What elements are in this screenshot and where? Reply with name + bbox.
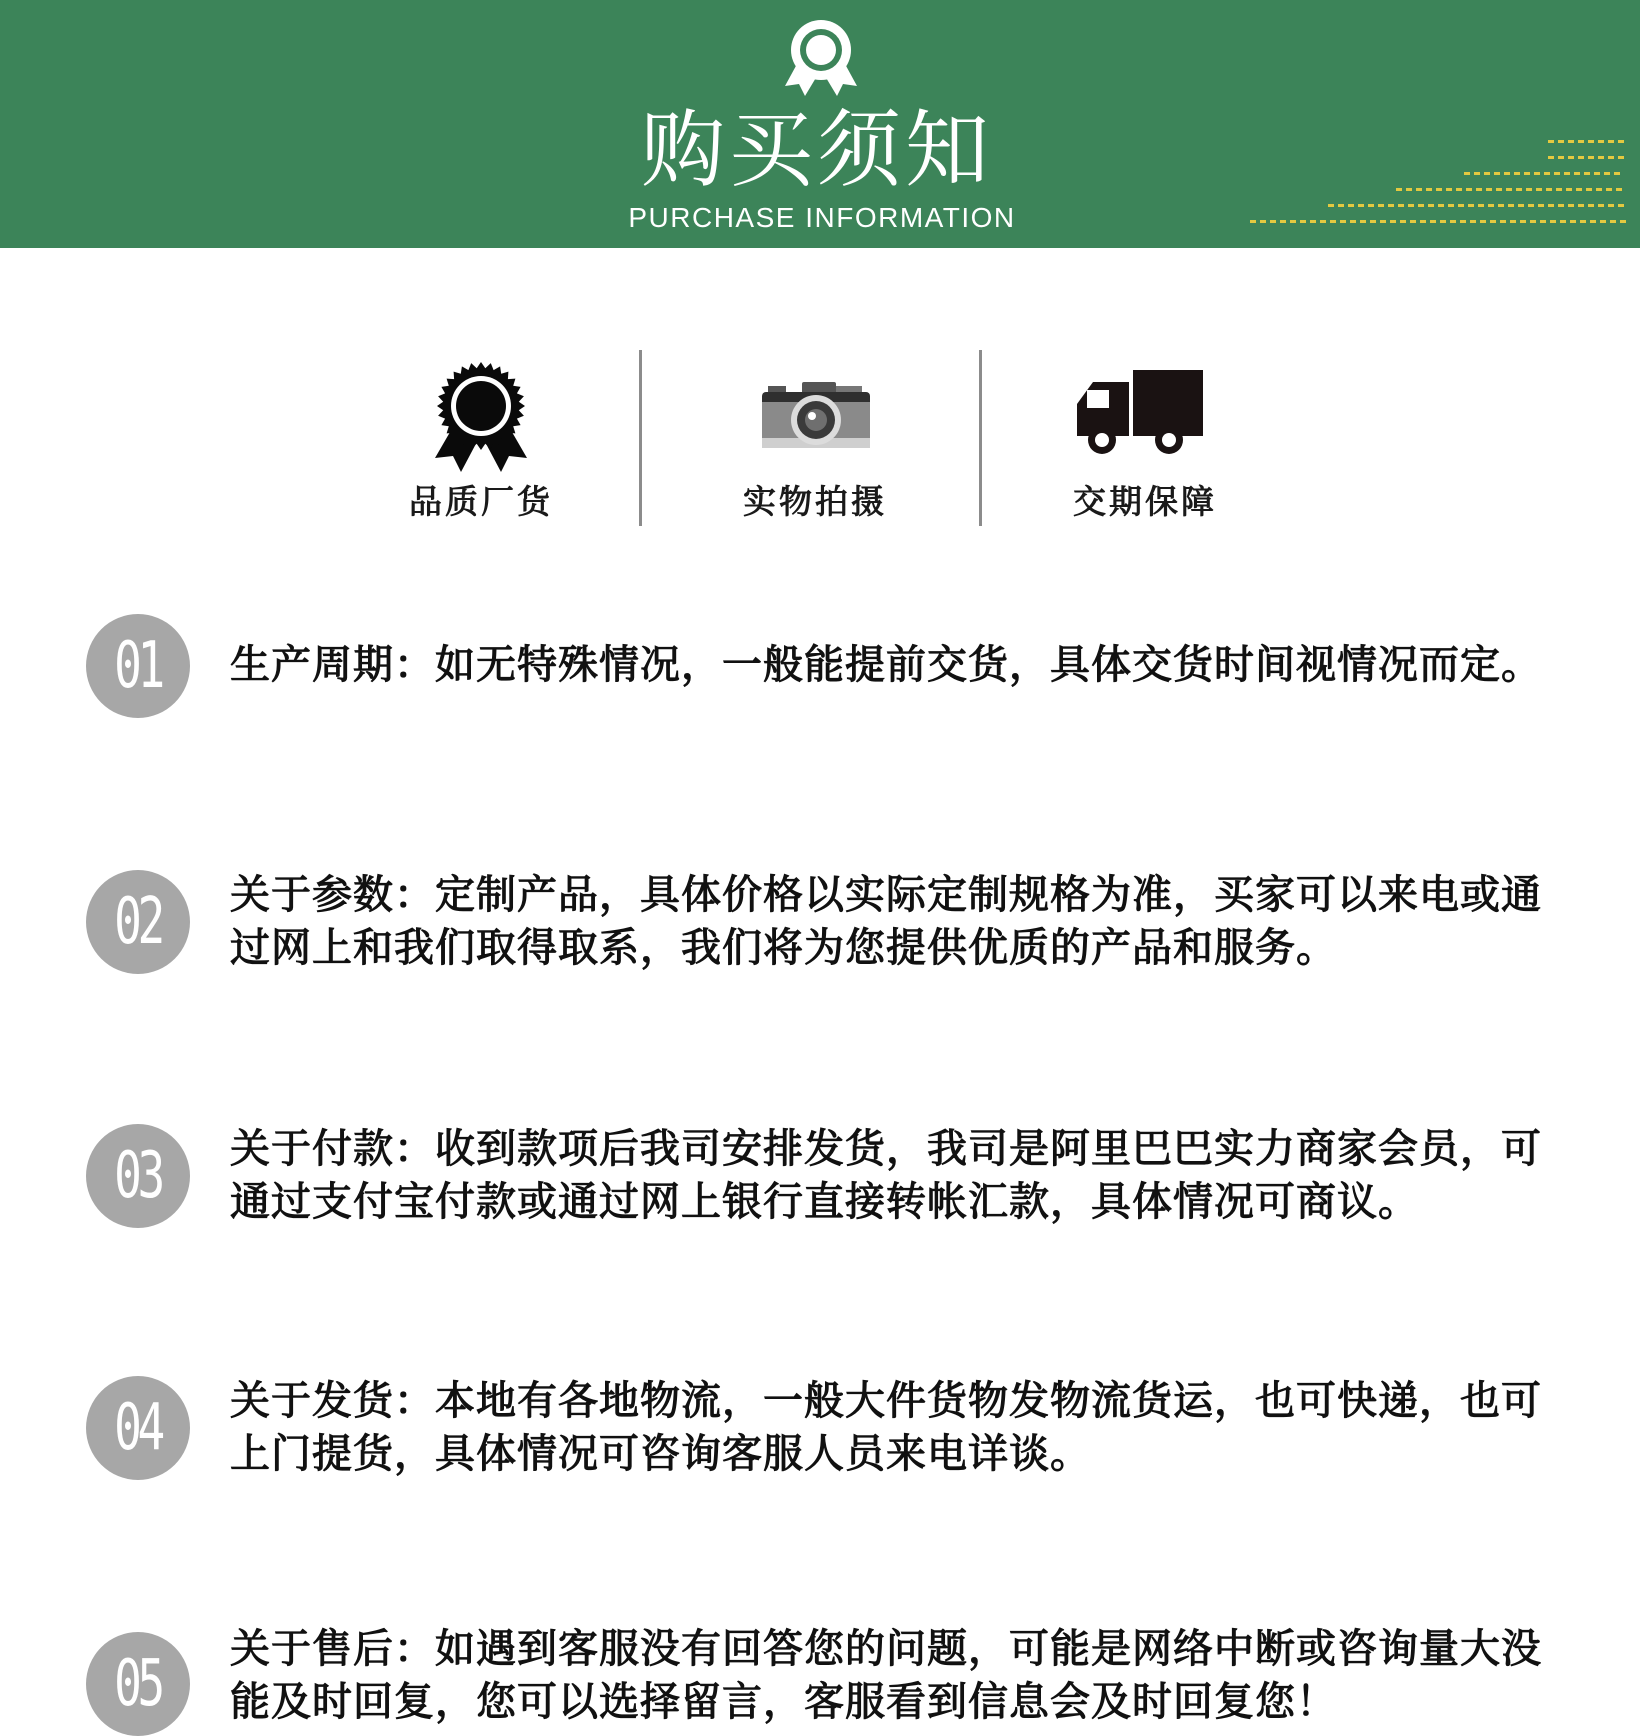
feature-label: 实物拍摄 <box>743 482 887 521</box>
award-ribbon-icon <box>431 362 531 472</box>
number-badge: 01 <box>86 614 190 718</box>
info-text: 关于参数：定制产品，具体价格以实际定制规格为准，买家可以来电或通过网上和我们取得取系，我们将为您提供优质的产品和服务。 <box>230 871 1542 971</box>
feature-real-photo <box>650 350 980 530</box>
delivery-truck-icon <box>1075 368 1205 458</box>
number-badge: 04 <box>86 1376 190 1480</box>
header-banner <box>0 0 1640 248</box>
number-badge: 03 <box>86 1124 190 1228</box>
number-badge: 02 <box>86 870 190 974</box>
award-badge-icon <box>783 18 859 96</box>
feature-label: 品质厂货 <box>409 482 553 521</box>
camera-icon <box>762 380 870 452</box>
info-text: 关于付款：收到款项后我司安排发货，我司是阿里巴巴实力商家会员，可通过支付宝付款或通过网上银行直接转帐汇款，具体情况可商议。 <box>230 1125 1542 1225</box>
info-text: 生产周期：如无特殊情况，一般能提前交货，具体交货时间视情况而定。 <box>230 641 1542 688</box>
decorative-dots <box>1246 134 1626 230</box>
feature-quality <box>316 350 646 530</box>
feature-delivery <box>980 350 1310 530</box>
info-text: 关于发货：本地有各地物流，一般大件货物发物流货运，也可快递，也可上门提货，具体情况可咨询客服人员来电详谈。 <box>230 1377 1542 1477</box>
info-text: 关于售后：如遇到客服没有回答您的问题，可能是网络中断或咨询量大没能及时回复，您可以选择留言，客服看到信息会及时回复您！ <box>230 1625 1542 1725</box>
number-badge: 05 <box>86 1632 190 1736</box>
page-title: 购买须知 <box>640 101 993 199</box>
divider <box>639 350 642 526</box>
page-subtitle: PURCHASE INFORMATION <box>628 202 1016 233</box>
feature-label: 交期保障 <box>1073 482 1217 521</box>
